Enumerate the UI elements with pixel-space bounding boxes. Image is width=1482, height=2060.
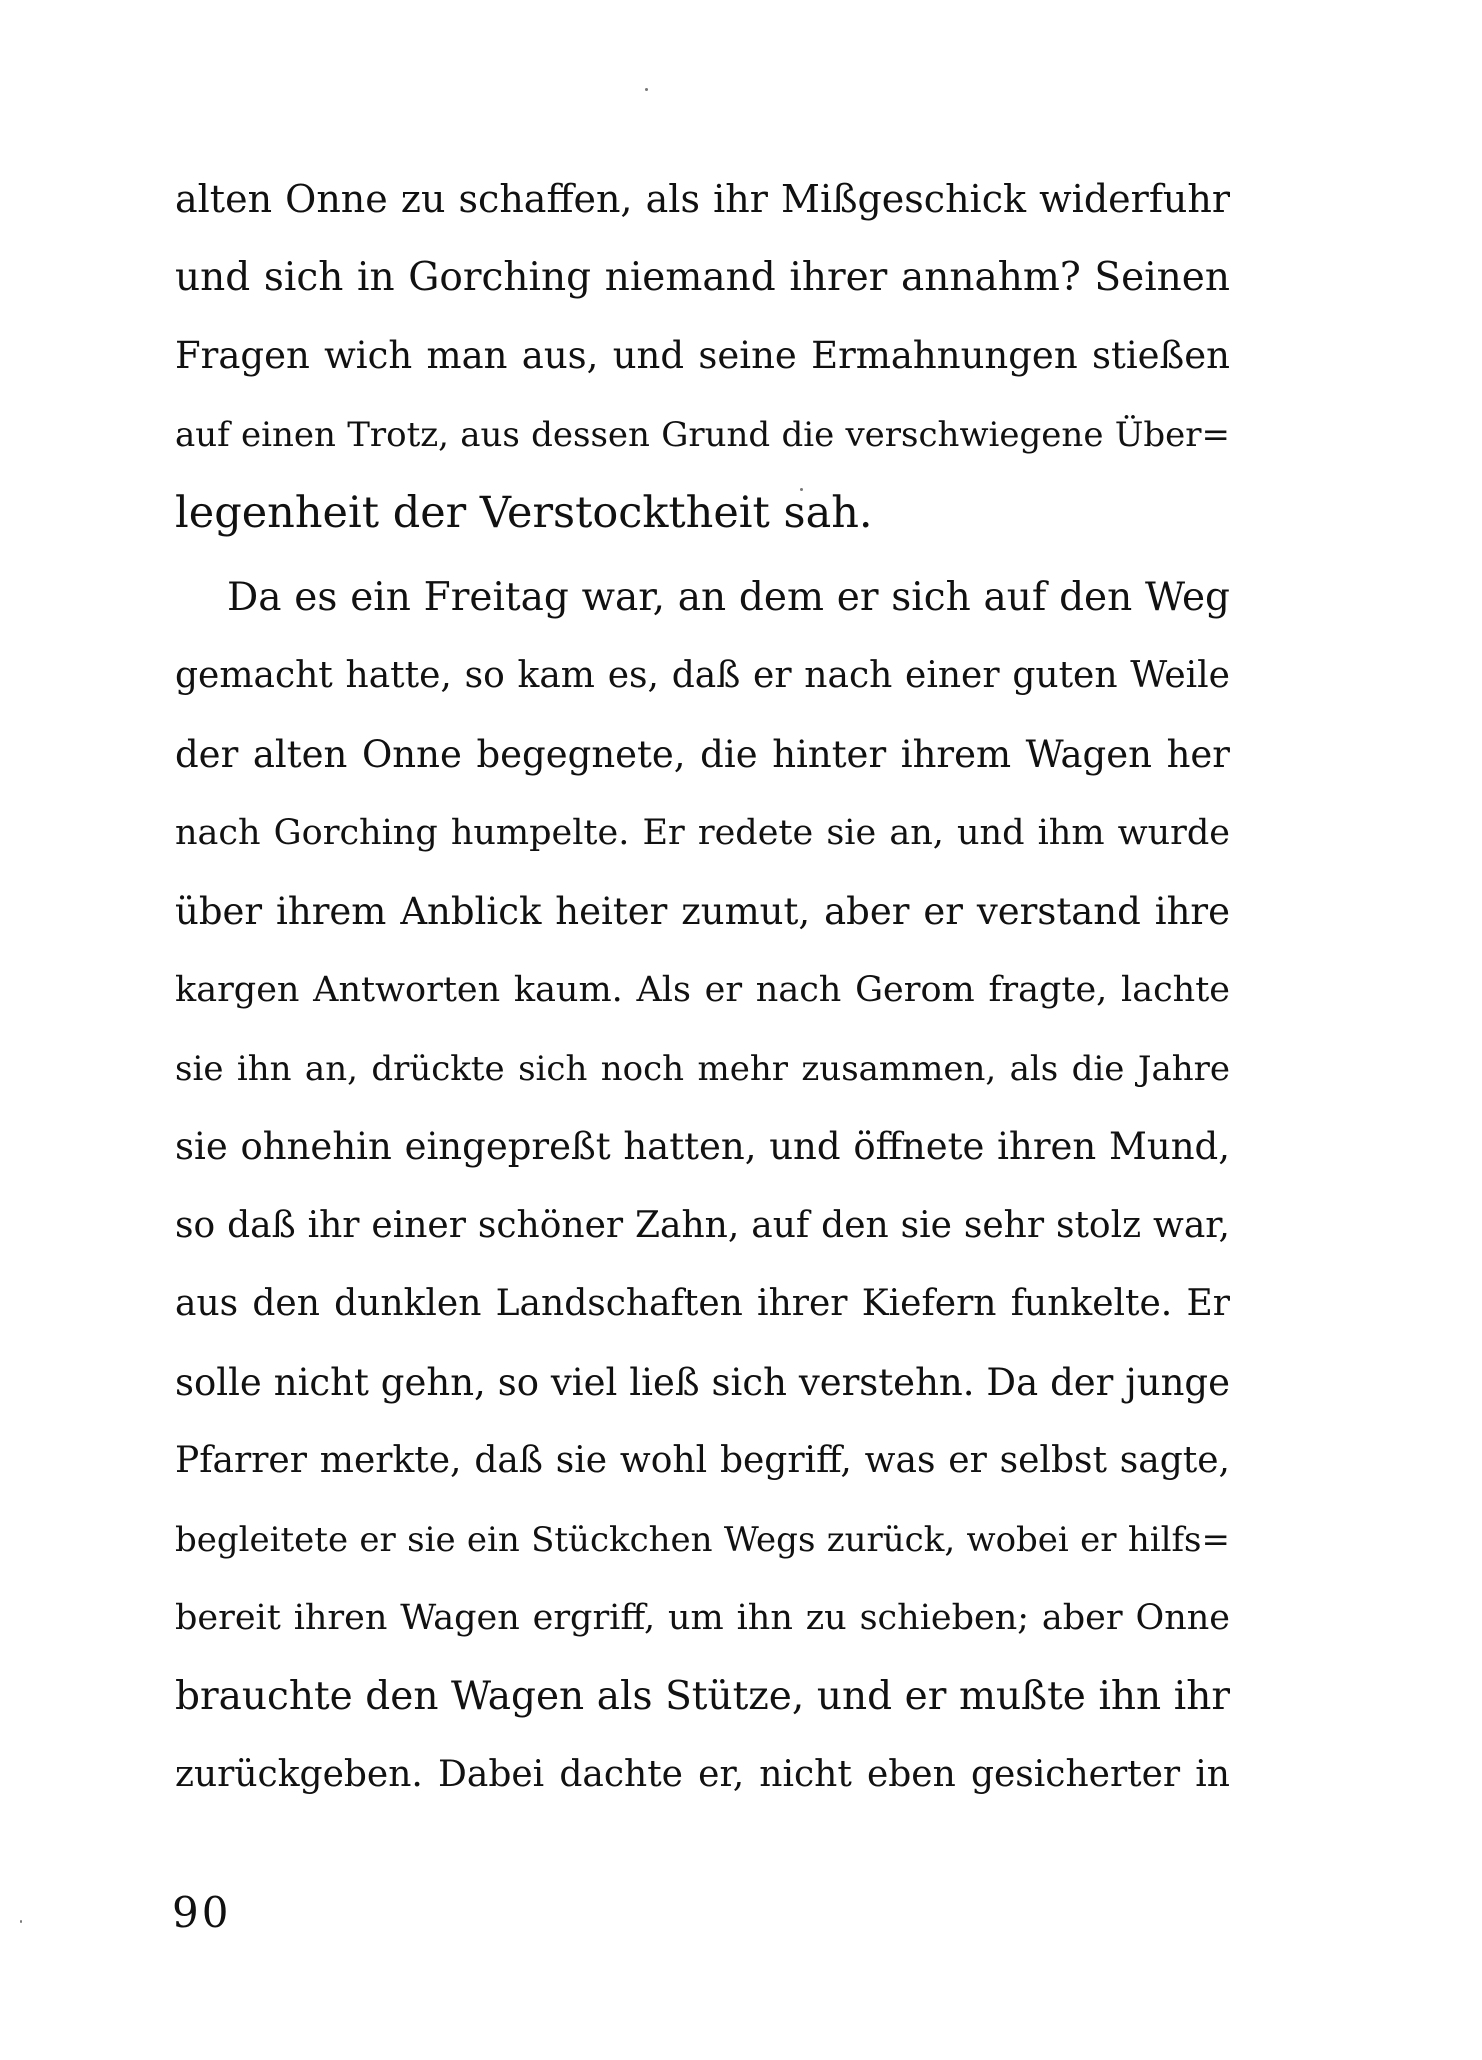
text-line: der alten Onne begegnete, die hinter ihrem Wagen her (175, 732, 1230, 776)
text-line: brauchte den Wagen als Stütze, und er mußte ihn ihr (175, 1673, 1230, 1719)
text-line: kargen Antworten kaum. Als er nach Gerom fragte, lachte (175, 970, 1230, 1010)
text-line: Fragen wich man aus, und seine Ermahnungen stießen (175, 334, 1230, 377)
page-number: 90 (172, 1888, 232, 1937)
text-line: bereit ihren Wagen ergriff, um ihn zu schieben; aber Onne (175, 1598, 1230, 1638)
text-line: Pfarrer merkte, daß sie wohl begriff, was er selbst sagte, (175, 1440, 1230, 1481)
text-line: gemacht hatte, so kam es, daß er nach einer guten Weile (175, 655, 1230, 696)
text-line: sie ohnehin eingepreßt hatten, und öffnete ihren Mund, (175, 1125, 1230, 1168)
text-line: aus den dunklen Landschaften ihrer Kiefern funkelte. Er (175, 1283, 1230, 1324)
text-line: zurückgeben. Dabei dachte er, nicht eben gesicherter in (175, 1754, 1230, 1795)
text-line: sie ihn an, drückte sich noch mehr zusammen, als die Jahre (175, 1048, 1230, 1089)
text-line: nach Gorching humpelte. Er redete sie an, und ihm wurde (175, 813, 1230, 853)
text-line: legenheit der Verstocktheit sah. (175, 488, 873, 538)
text-line: Da es ein Freitag war, an dem er sich auf den Weg (227, 574, 1230, 620)
paragraph-2 (175, 559, 1230, 1815)
text-line: begleitete er sie ein Stückchen Wegs zurück, wobei er hilfs= (175, 1519, 1230, 1560)
text-line: alten Onne zu schaffen, als ihr Mißgeschick widerfuhr (175, 177, 1230, 221)
body-text (175, 160, 1230, 1815)
text-line: auf einen Trotz, aus dessen Grund die verschwiegene Über= (175, 414, 1230, 455)
paragraph-1 (175, 160, 1230, 553)
paper-speck (20, 1920, 22, 1923)
text-line: und sich in Gorching niemand ihrer annahm? Seinen (175, 254, 1230, 300)
text-line: über ihrem Anblick heiter zumut, aber er verstand ihre (175, 889, 1230, 933)
paper-speck (645, 88, 648, 91)
text-line: so daß ihr einer schöner Zahn, auf den sie sehr stolz war, (175, 1204, 1230, 1246)
text-line: solle nicht gehn, so viel ließ sich verstehn. Da der junge (175, 1360, 1230, 1404)
